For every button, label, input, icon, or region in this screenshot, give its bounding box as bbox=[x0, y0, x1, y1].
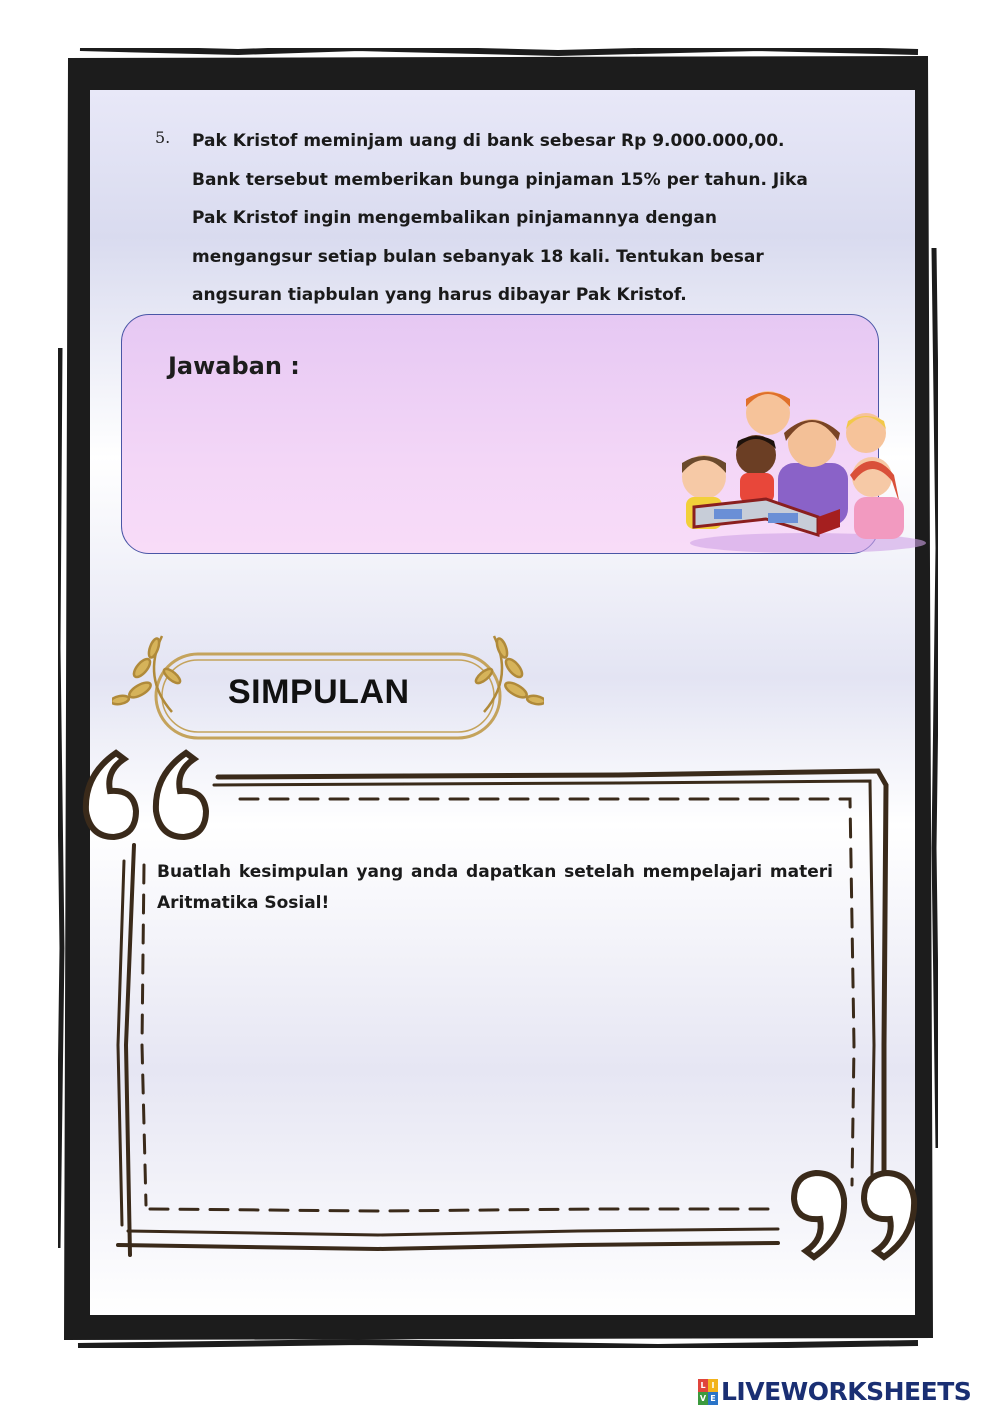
question-line: angsuran tiapbulan yang harus dibayar Pak Kristof. bbox=[192, 285, 687, 305]
conclusion-instruction: Buatlah kesimpulan yang anda dapatkan setelah mempelajari materi Aritmatika Sosial! bbox=[157, 862, 833, 913]
question-text bbox=[192, 122, 872, 315]
logo-letter: E bbox=[708, 1392, 718, 1405]
logo-letter: L bbox=[698, 1379, 708, 1392]
question-number: 5. bbox=[155, 128, 171, 147]
question-line: Pak Kristof ingin mengembalikan pinjamannya dengan bbox=[192, 208, 717, 228]
children-reading-illustration bbox=[668, 385, 930, 555]
question-line: mengangsur setiap bulan sebanyak 18 kali. Tentukan besar bbox=[192, 246, 764, 267]
logo-letter: I bbox=[708, 1379, 718, 1392]
brand-name: LIVEWORKSHEETS bbox=[721, 1377, 972, 1406]
section-title: SIMPULAN bbox=[228, 673, 410, 711]
question-line: Pak Kristof meminjam uang di bank sebesar Rp 9.000.000,00. bbox=[192, 131, 785, 151]
quote-frame bbox=[78, 745, 928, 1265]
liveworksheets-logo-icon bbox=[698, 1379, 718, 1405]
question-line: Bank tersebut memberikan bunga pinjaman 15% per tahun. Jika bbox=[192, 169, 808, 190]
liveworksheets-brand[interactable] bbox=[698, 1377, 971, 1406]
logo-letter: V bbox=[699, 1393, 707, 1403]
answer-label: Jawaban : bbox=[168, 352, 300, 380]
